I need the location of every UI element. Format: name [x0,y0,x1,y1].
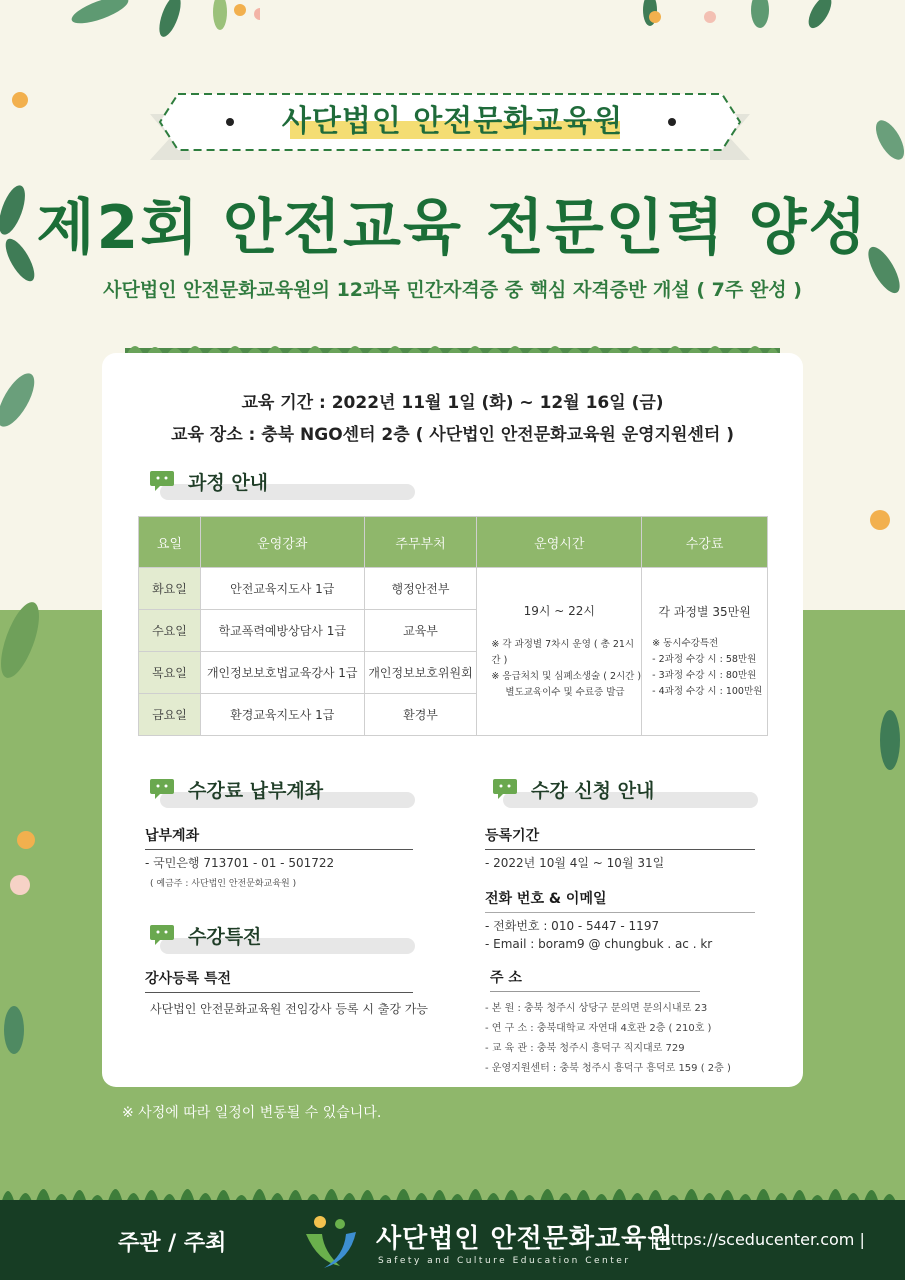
day-cell: 목요일 [139,652,201,694]
column-header: 운영시간 [477,517,642,568]
column-header: 수강료 [642,517,768,568]
time-value: 19시 ~ 22시 [523,604,595,618]
column-header: 주무부처 [364,517,477,568]
heading-label: 수강료 납부계좌 [188,780,324,802]
day-cell: 수요일 [139,610,201,652]
website-link[interactable]: | https://sceducenter.com | [650,1230,865,1249]
speech-bubble-icon [150,779,174,799]
bank-account: - 국민은행 713701 - 01 - 501722 [145,856,335,870]
time-cell [477,568,642,736]
column-header: 요일 [139,517,201,568]
speech-bubble-icon [150,925,174,945]
address-subheading: 주 소 [490,967,700,992]
benefit-text: 사단법인 안전문화교육원 전임강사 등록 시 출강 가능 [150,1002,428,1016]
ministry-cell: 교육부 [364,610,477,652]
heading-label: 수강 신청 안내 [531,780,655,802]
heading-label: 수강특전 [188,926,262,948]
address-line: - 본 원 : 충북 청주시 상당구 문의면 문의시내로 23 [485,1003,708,1014]
course-cell: 안전교육지도사 1급 [200,568,364,610]
address-line: - 교 육 관 : 충북 청주시 흥덕구 직지대로 729 [485,1043,685,1054]
organization-logo-icon [300,1212,362,1270]
column-header: 운영강좌 [200,517,364,568]
course-cell: 개인정보보호법교육강사 1급 [200,652,364,694]
leaf-decoration-left-lower [0,560,60,1060]
page-subtitle: 사단법인 안전문화교육원의 12과목 민간자격증 중 핵심 자격증반 개설 ( 7주 완성 ) [103,279,802,301]
organization-name: 사단법인 안전문화교육원 [281,104,624,139]
leaf-decoration-top-left [60,0,260,60]
benefit-section-heading [150,922,415,956]
ministry-cell: 환경부 [364,694,477,736]
payment-subheading: 납부계좌 [145,825,413,850]
day-cell: 금요일 [139,694,201,736]
speech-bubble-icon [150,471,174,491]
speech-bubble-icon [493,779,517,799]
education-period: 교육 기간 : 2022년 11월 1일 (화) ~ 12월 16일 (금) [241,393,664,413]
leaf-decoration-top-right [630,0,860,40]
course-table [138,516,768,736]
footer-organization-english: Safety and Culture Education Center [378,1256,631,1266]
ministry-cell: 개인정보보호위원회 [364,652,477,694]
fee-note: ※ 동시수강특전 [652,638,719,649]
fee-note: - 4과정 수강 시 : 100만원 [652,686,763,697]
time-note: ※ 응급처치 및 심폐소생술 ( 2시간 ) [491,671,642,682]
contact-subheading: 전화 번호 & 이메일 [485,888,755,913]
ministry-cell: 행정안전부 [364,568,477,610]
apply-section-heading [493,776,758,810]
course-cell: 환경교육지도사 1급 [200,694,364,736]
email-address: - Email : boram9 @ chungbuk . ac . kr [485,937,713,951]
schedule-notice: ※ 사정에 따라 일정이 변동될 수 있습니다. [122,1105,382,1121]
registration-subheading: 등록기간 [485,825,755,850]
account-holder: ( 예금주 : 사단법인 안전문화교육원 ) [150,879,297,889]
host-label: 주관 / 주최 [118,1231,227,1256]
table-header-row [139,517,768,568]
page-title: 제2회 안전교육 전문인력 양성 [36,193,869,263]
address-line: - 연 구 소 : 충북대학교 자연대 4호관 2층 ( 210호 ) [485,1023,712,1034]
phone-number: - 전화번호 : 010 - 5447 - 1197 [485,919,660,933]
education-location: 교육 장소 : 충북 NGO센터 2층 ( 사단법인 안전문화교육원 운영지원센터 ) [171,425,734,445]
course-cell: 학교폭력예방상담사 1급 [200,610,364,652]
time-note: ※ 각 과정별 7차시 운영 ( 총 21시간 ) [491,639,635,666]
fee-value: 각 과정별 35만원 [658,605,751,619]
heading-label: 과정 안내 [188,472,269,494]
time-note: 별도교육이수 및 수료증 발급 [505,687,625,698]
payment-section-heading [150,776,415,810]
course-section-heading [150,468,415,502]
fee-cell [642,568,768,736]
fee-note: - 3과정 수강 시 : 80만원 [652,670,757,681]
benefit-subheading: 강사등록 특전 [145,968,413,993]
registration-period: - 2022년 10월 4일 ~ 10월 31일 [485,856,665,870]
day-cell: 화요일 [139,568,201,610]
address-line: - 운영지원센터 : 충북 청주시 흥덕구 흥덕로 159 ( 2층 ) [485,1063,731,1074]
fee-note: - 2과정 수강 시 : 58만원 [652,654,757,665]
footer-organization-name: 사단법인 안전문화교육원 [376,1224,674,1254]
table-row [139,568,768,610]
